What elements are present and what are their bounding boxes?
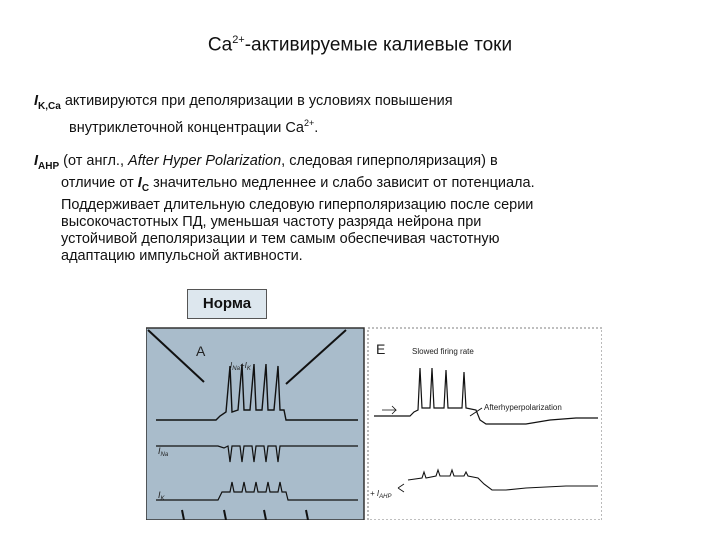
title-rest: -активируемые калиевые токи [244,34,513,56]
panel-a-label: A [196,343,206,359]
current-sub: K,Ca [38,100,61,112]
slide-title [0,34,720,56]
p2-l4: высокочастотных ПД, уменьшая частоту разряда нейрона при [61,213,482,230]
p2-l2a: отличие от [61,174,138,191]
p2-t2: , следовая гиперполяризация) в [281,153,498,169]
p2-italic: After Hyper Polarization [128,153,282,169]
ic-symbol: I [137,174,142,191]
current-symbol: I [34,93,39,109]
slowed-firing-label: Slowed firing rate [412,347,474,356]
p1-sup: 2+ [303,117,315,128]
p2-l2b: значительно медленнее и слабо зависит от потенциала. [149,174,535,191]
ina-ik-label: $I_{Na}+I_K$ [230,361,251,372]
title-sup: 2+ [232,34,245,46]
panel-a-background [146,328,364,520]
iahp-sub: AHP [38,160,60,172]
afterhyperpolarization-label: Afterhyperpolarization [484,403,562,412]
p2-l6: адаптацию импульсной активности. [61,247,303,264]
p1-line2: внутриклеточной концентрации Ca [69,119,304,136]
p2-t1: (от англ., [59,153,129,169]
panel-e-label: E [376,341,386,357]
paragraph-ikca [34,93,594,137]
iahp-label: + $I_{AHP}$ [370,489,392,500]
p2-l3: Поддерживает длительную следовую гиперполяризацию после серии [61,196,534,213]
figure-svg [146,324,602,520]
norma-label: Норма [187,289,267,319]
iahp-symbol: I [34,153,39,169]
p1-end: . [314,119,319,136]
paragraph-iahp [34,153,674,265]
firing-rate-figure [146,324,602,520]
p1-line1: активируются при деполяризации в условиях повышения [60,93,453,109]
ic-sub: C [141,182,150,194]
ik-label: $I_K$ [158,490,165,502]
ina-label: $I_{Na}$ [158,446,169,458]
title-ca: Ca [207,34,233,56]
p2-l5: устойчивой деполяризации и тем самым обеспечивая частотную [61,230,500,247]
